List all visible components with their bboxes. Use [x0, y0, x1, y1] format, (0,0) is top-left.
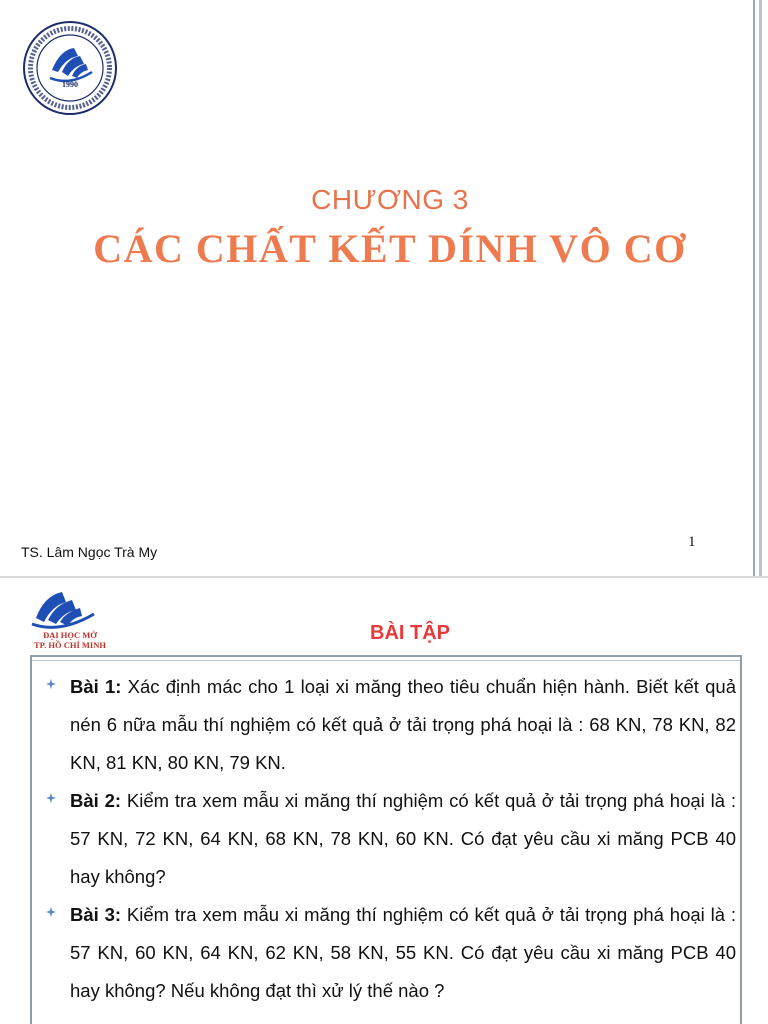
- university-seal-logo: [22, 20, 118, 116]
- content-frame-left: [30, 655, 32, 1024]
- chapter-label: CHƯƠNG 3: [311, 184, 469, 215]
- exercise-label: Bài 2:: [70, 790, 122, 811]
- exercise-item: [46, 782, 736, 896]
- exercise-text: [70, 668, 736, 782]
- exercise-text: [70, 782, 736, 896]
- exercise-slide: [0, 576, 768, 1024]
- chapter-title: CÁC CHẤT KẾT DÍNH VÔ CƠ: [93, 226, 687, 271]
- slide-border-rail: [753, 0, 755, 576]
- author-name: TS. Lâm Ngọc Trà My: [21, 544, 158, 560]
- exercise-label: Bài 1:: [70, 676, 122, 697]
- exercise-item: [46, 668, 736, 782]
- page-number: 1: [688, 534, 696, 550]
- content-frame-top: [30, 655, 742, 657]
- logo-line-1: ĐẠI HỌC MỞ: [43, 630, 97, 640]
- university-logo-icon: [14, 584, 114, 630]
- university-logo: [14, 584, 114, 654]
- exercise-body: Kiểm tra xem mẫu xi măng thí nghiệm có kết quả ở tải trọng phá hoại là : 57 KN, 72 KN, 64 KN, 68 KN, 78 KN, 60 KN. Có đạt yêu cầu xi măng PCB 40 hay không?: [70, 790, 736, 887]
- exercise-item: [46, 896, 736, 1010]
- content-frame-top-inner: [30, 660, 742, 661]
- slide-divider: [0, 576, 768, 578]
- seal-year: 1990: [62, 80, 78, 89]
- diamond-bullet-icon: [46, 793, 56, 803]
- exercise-label: Bài 3:: [70, 904, 122, 925]
- diamond-bullet-icon: [46, 907, 56, 917]
- seal-icon: [22, 20, 118, 116]
- exercise-list: [46, 668, 736, 1010]
- content-frame-right: [740, 655, 742, 1024]
- logo-line-2: TP. HỒ CHÍ MINH: [34, 640, 106, 650]
- section-title: BÀI TẬP: [370, 622, 450, 644]
- slide-border-rail: [759, 0, 762, 576]
- exercise-body: Xác định mác cho 1 loại xi măng theo tiêu chuẩn hiện hành. Biết kết quả nén 6 nữa mẫu thí nghiệm có kết quả ở tải trọng phá hoại là : 68 KN, 78 KN, 82 KN, 81 KN, 80 KN, 79 KN.: [70, 676, 736, 773]
- diamond-bullet-icon: [46, 679, 56, 689]
- exercise-body: Kiểm tra xem mẫu xi măng thí nghiệm có kết quả ở tải trọng phá hoại là : 57 KN, 60 KN, 64 KN, 62 KN, 58 KN, 55 KN. Có đạt yêu cầu xi măng PCB 40 hay không? Nếu không đạt thì xử lý thế nào ?: [70, 904, 736, 1001]
- exercise-text: [70, 896, 736, 1010]
